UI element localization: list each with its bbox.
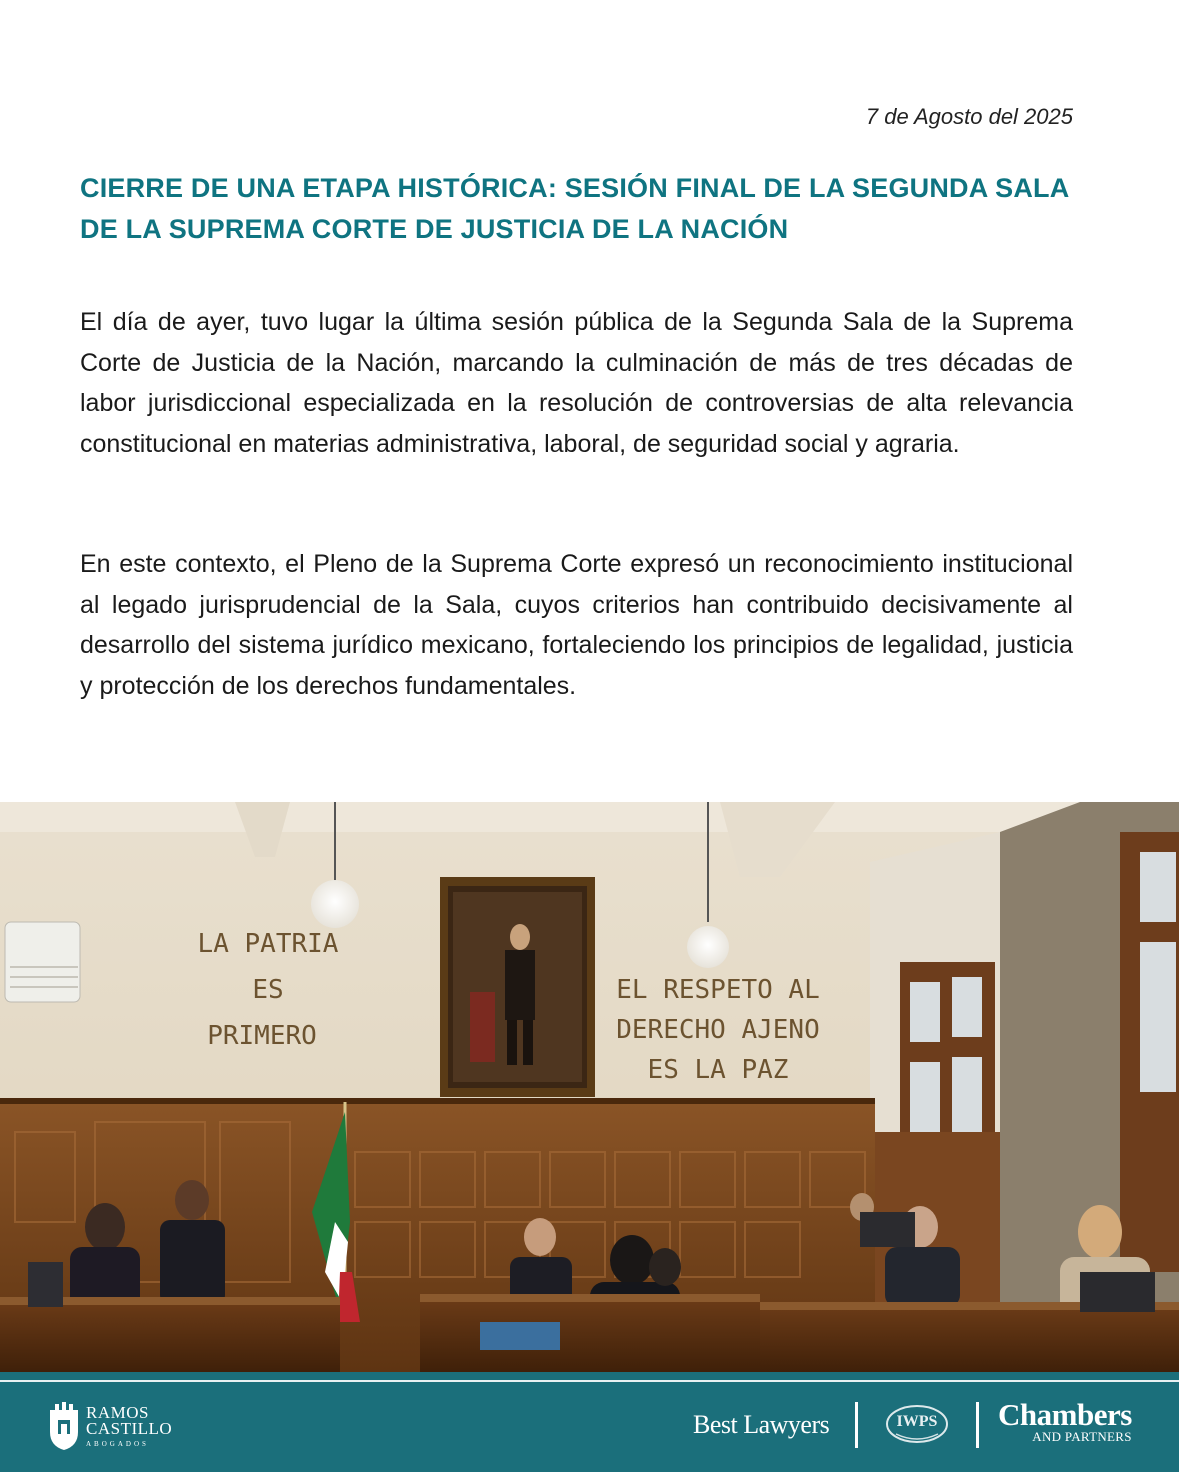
award-badge-icon	[884, 1402, 950, 1446]
wall-inscription-right-3: ES LA PAZ	[647, 1055, 789, 1085]
courtroom-photo	[0, 802, 1179, 1372]
chambers-wordmark: Chambers	[998, 1397, 1132, 1432]
footer-band	[0, 1372, 1179, 1472]
castle-crest-icon	[48, 1400, 80, 1452]
article-title: CIERRE DE UNA ETAPA HISTÓRICA: SESIÓN FINAL DE LA SEGUNDA SALA DE LA SUPREMA CORTE DE JUSTICIA DE LA NACIÓN	[80, 173, 1069, 244]
publication-date: 7 de Agosto del 2025	[865, 104, 1073, 129]
portrait-painting	[440, 877, 595, 1097]
ramos-wordmark: RAMOS	[86, 1402, 149, 1422]
footer-separator	[855, 1402, 858, 1448]
wall-inscription-left-3: PRIMERO	[207, 1021, 317, 1051]
ramos-castillo-logo	[48, 1396, 172, 1456]
hanging-lamp-left	[311, 880, 359, 928]
body-paragraph-1: El día de ayer, tuvo lugar la última sesión pública de la Segunda Sala de la Suprema Corte de Justicia de la Nación, marcando la culminación de más de tres décadas de labor jurisdiccional especializada en la resolución de controversias de alta relevancia constitucional en materias administrativa, laboral, de seguridad social y agraria.	[80, 308, 1073, 458]
wall-inscription-left-1: LA PATRIA	[197, 929, 339, 959]
wall-inscription-left-2: ES	[252, 975, 284, 1005]
castillo-wordmark: CASTILLO	[86, 1418, 173, 1438]
footer-divider	[0, 1380, 1179, 1382]
best-lawyers-logo: Best Lawyers	[693, 1410, 830, 1439]
svg-text:IWPS: IWPS	[896, 1413, 938, 1430]
wall-inscription-right-1: EL RESPETO AL	[616, 975, 820, 1005]
and-partners-wordmark: AND PARTNERS	[1032, 1429, 1132, 1444]
footer-separator	[976, 1402, 979, 1448]
wall-inscription-right-2: DERECHO AJENO	[616, 1015, 820, 1045]
body-paragraph-2: En este contexto, el Pleno de la Suprema Corte expresó un reconocimiento institucional al legado jurisprudencial de la Sala, cuyos criterios han contribuido decisivamente al desarrollo del sistema jurídico mexicano, fortaleciendo los principios de legalidad, justicia y protección de los derechos fundamentales.	[80, 550, 1073, 700]
abogados-wordmark: ABOGADOS	[86, 1439, 149, 1448]
hanging-lamp-right	[687, 926, 729, 968]
chambers-logo	[998, 1397, 1132, 1444]
